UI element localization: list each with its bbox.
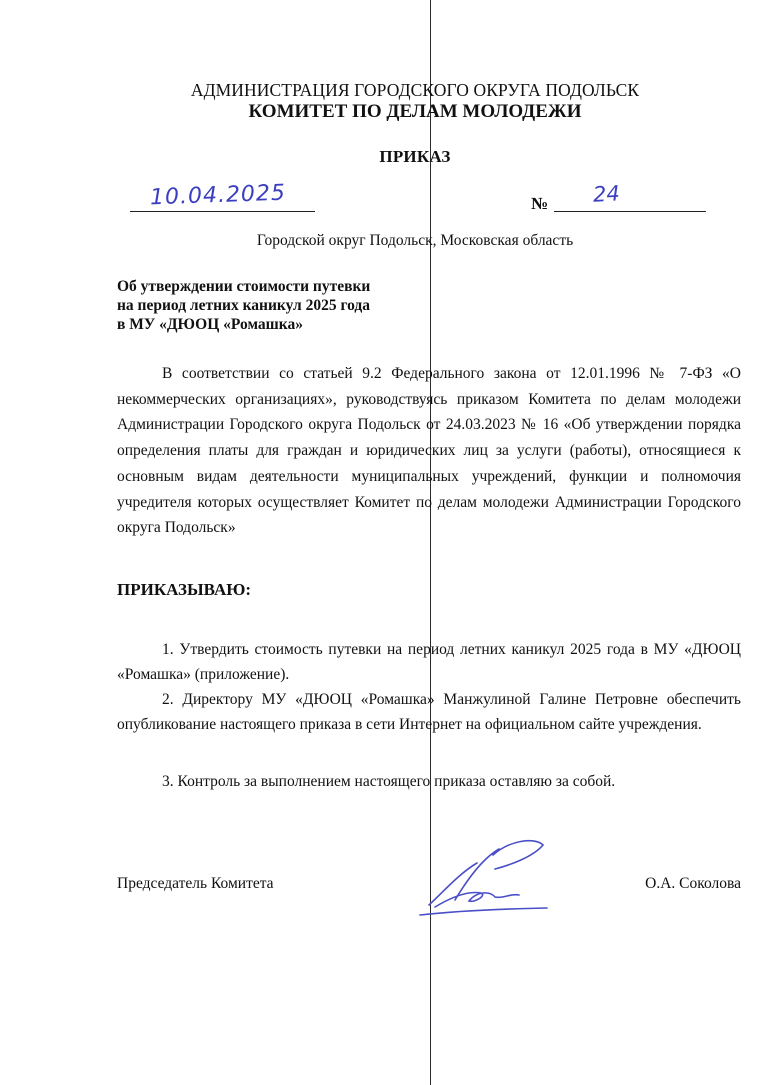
subject-line: на период летних каникул 2025 года xyxy=(117,297,370,314)
handwritten-number: 24 xyxy=(592,181,621,207)
preamble-paragraph: В соответствии со статьей 9.2 Федерального закона от 12.01.1996 № 7-ФЗ «О некоммерческих организациях», руководствуясь приказом Комитета по делам молодежи Администрации Городского округа Подольск от 24.03.2023 № 16 «Об утверждении порядка определения платы для граждан и юридических лиц за услуги (работы), относящиеся к основным видам деятельности муниципальных учреждений, функции и полномочия учредителя которых осуществляет Комитет по делам молодежи Администрации Городского округа Подольск» xyxy=(117,365,741,537)
handwritten-signature xyxy=(415,835,555,920)
order-item: 1. Утвердить стоимость путевки на период летних каникул 2025 года в МУ «ДЮОЦ «Ромашка» (приложение). xyxy=(117,641,741,683)
subject-line: в МУ «ДЮОЦ «Ромашка» xyxy=(117,316,303,333)
order-item: 3. Контроль за выполнением настоящего приказа оставляю за собой. xyxy=(162,773,616,790)
signatory-position: Председатель Комитета xyxy=(117,875,274,892)
subject-block xyxy=(117,277,370,334)
handwritten-date: 10.04.2025 xyxy=(149,180,287,211)
number-underline xyxy=(554,211,706,212)
date-underline xyxy=(130,211,315,212)
order-item: 2. Директору МУ «ДЮОЦ «Ромашка» Манжулиной Галине Петровне обеспечить опубликование настоящего приказа в сети Интернет на официальном сайте учреждения. xyxy=(117,691,741,733)
place-line: Городской округ Подольск, Московская область xyxy=(256,232,574,249)
signatory-name: О.А. Соколова xyxy=(645,875,741,892)
committee-heading: КОМИТЕТ ПО ДЕЛАМ МОЛОДЕЖИ xyxy=(248,101,582,122)
number-label: № xyxy=(531,194,549,213)
administration-heading: АДМИНИСТРАЦИЯ ГОРОДСКОГО ОКРУГА ПОДОЛЬСК xyxy=(190,80,640,100)
subject-line: Об утверждении стоимости путевки xyxy=(117,278,371,295)
document-type: ПРИКАЗ xyxy=(379,147,451,166)
order-heading: ПРИКАЗЫВАЮ: xyxy=(117,580,252,599)
